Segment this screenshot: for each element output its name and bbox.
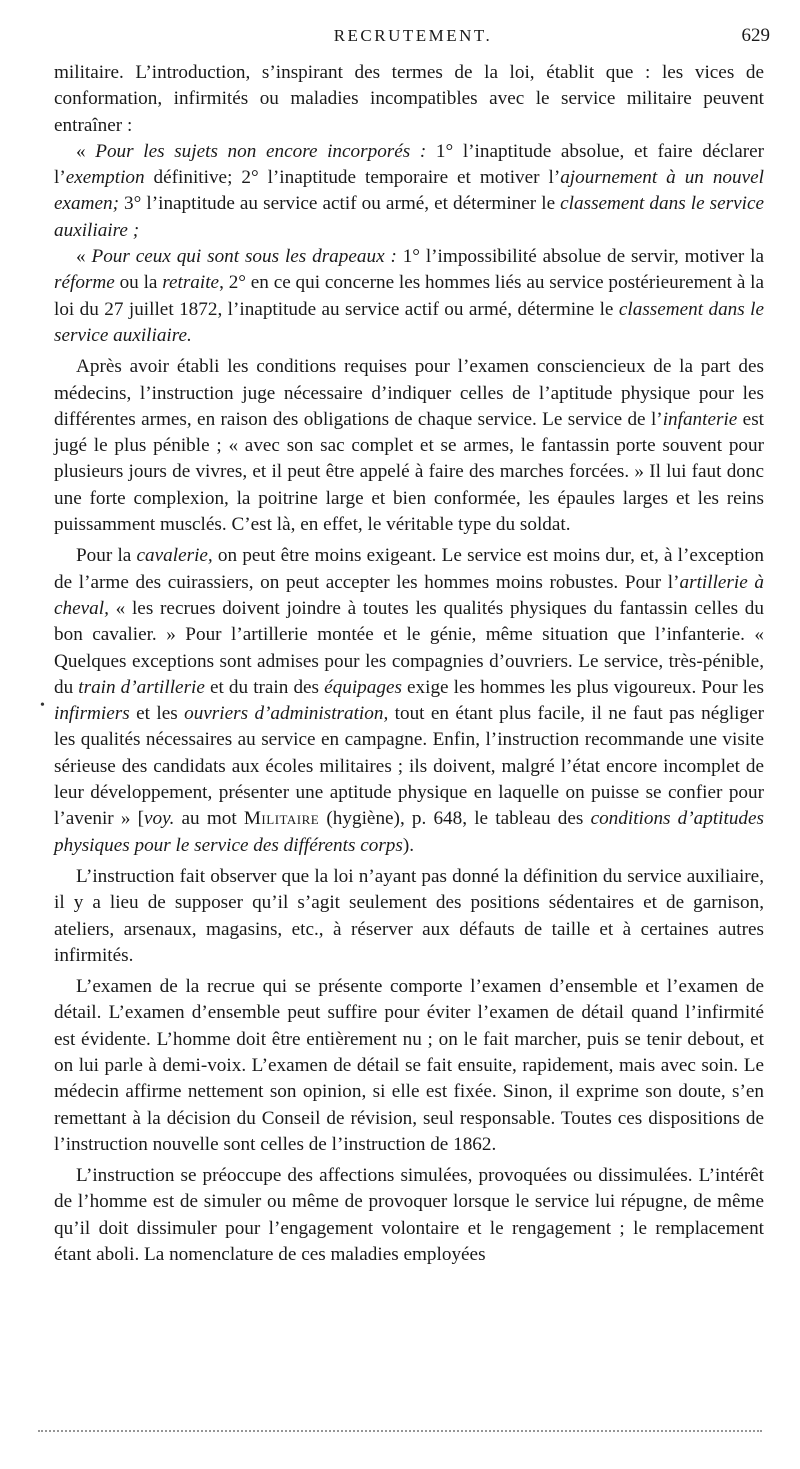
italic-run: réforme — [54, 272, 115, 294]
text-run: (hygiène), p. 648, le tableau des — [319, 808, 591, 830]
paragraph — [54, 354, 764, 538]
italic-run: Pour ceux qui sont sous les drapeaux : — [91, 246, 397, 268]
italic-run: conditions d’aptitudes physiques pour le service des différents corps — [54, 808, 765, 856]
page-number: 629 — [741, 25, 770, 46]
italic-run: retraite — [162, 272, 220, 294]
text-run: ). — [402, 834, 415, 856]
text-run: tout en étant plus facile, il ne faut pas négliger les qualités nécessaires au service en campagne. Enfin, l’instruction recommande une visite sérieuse des candidats aux écoles militaires ; ils doivent, malgré l’état encore incomplet de leur développement, présenter une aptitude physique en laquelle on puisse se confier pour l’avenir » [ — [54, 703, 764, 830]
text-run: 3° l’inaptitude au service actif ou armé, et déterminer le — [118, 193, 561, 215]
text-run: « les recrues doivent joindre à toutes les qualités physiques du fantassin celles du bon cavalier. » Pour l’artillerie montée et le génie, même situation que l’infanterie. « Quelques exceptions sont admises pour les compagnies d’ouvriers. Le service, très-pénible, du — [54, 597, 764, 698]
text-run: Pour la — [76, 545, 137, 567]
footer-rule — [38, 1430, 762, 1432]
text-run: 1° l’inaptitude absolue, et faire déclarer l’ — [54, 140, 765, 189]
italic-run: voy. — [144, 808, 175, 830]
paragraph-continued — [54, 60, 764, 139]
text-run: 1° l’impossibilité absolue de servir, motiver la — [396, 246, 764, 268]
text-run: L’instruction se préoccupe des affections simulées, provoquées ou dissimulées. L’intérêt de l’homme est de simuler ou même de provoquer lorsque le service lui répugne, de même qu’il doit dissimuler pour l’engagement volontaire et le rengagement ; le remplacement étant aboli. La nomenclature de ces maladies employées — [54, 1165, 764, 1266]
text-run: militaire. L’introduction, s’inspirant des termes de la loi, établit que : les vices de conformation, infirmités ou maladies incompatibles avec le service militaire peuvent entraîner : — [54, 62, 764, 136]
text-run: est jugé le plus pénible ; « avec son sac complet et se armes, le fantassin porte souvent pour plusieurs jours de vivres, et il peut être appelé à faire des marches forcées. » Il lui faut donc une forte complexion, la poitrine large et bien conformée, les épaules larges et les reins puissamment musclés. C’est là, en effet, le véritable type du soldat. — [54, 408, 764, 536]
italic-run: train d’artillerie — [78, 676, 205, 698]
text-run: , 2° en ce qui concerne les hommes liés au service postérieurement à la loi du 27 juillet 1872, l’inaptitude au service actif ou armé, détermine le — [54, 272, 764, 320]
text-run: « — [76, 246, 92, 268]
text-run: au mot — [174, 808, 244, 830]
text-run: « — [76, 140, 96, 162]
text-run: et du train des — [204, 676, 325, 698]
body-text — [54, 60, 764, 1268]
italic-run: infirmiers — [54, 703, 130, 725]
paragraph — [54, 974, 764, 1158]
italic-run: cavalerie, — [136, 545, 213, 567]
text-run: Après avoir établi les conditions requises pour l’examen consciencieux de la part des médecins, l’instruction juge nécessaire d’indiquer celles de l’aptitude physique pour les différentes armes, en raison des obligations de chaque service. Le service de l’ — [54, 356, 764, 430]
italic-run: Pour les sujets non encore incorporés : — [95, 140, 427, 162]
paragraph — [54, 864, 764, 969]
paragraph — [54, 139, 764, 244]
italic-run: équipages — [324, 676, 402, 698]
paragraph — [54, 244, 764, 349]
italic-run: classement dans le service auxiliaire ; — [54, 193, 764, 241]
text-run: et les — [129, 703, 185, 725]
margin-dot: • — [40, 698, 45, 713]
italic-run: ajournement à un nouvel examen; — [54, 167, 764, 215]
text-run: L’examen de la recrue qui se présente comporte l’examen d’ensemble et l’examen de détail. L’examen d’ensemble peut suffire pour éviter l’examen de détail quand l’infirmité est évidente. L’homme doit être entièrement nu ; on le fait marcher, puis se tenir debout, et on lui parle à demi-voix. L’examen de détail se fait ensuite, rapidement, mais avec soin. Le médecin affirme nettement son opinion, si elle est fixée. Sinon, il exprime son doute, s’en remettant à la décision du Conseil de révision, seul responsable. Toutes ces dispositions de l’instruction nouvelle sont celles de l’instruction de 1862. — [54, 976, 764, 1155]
italic-run: infanterie — [662, 408, 738, 430]
running-header — [56, 8, 770, 46]
text-run: on peut être moins exigeant. Le service est moins dur, et, à l’exception de l’arme des cuirassiers, on peut accepter les hommes moins robustes. Pour l’ — [54, 545, 764, 593]
italic-run: exemption — [65, 167, 145, 189]
small-caps-run: Militaire — [243, 808, 320, 830]
paragraph — [54, 1163, 764, 1268]
running-title: RECRUTEMENT. — [333, 26, 493, 45]
text-run: ou la — [114, 272, 163, 294]
italic-run: ouvriers d’administration, — [184, 703, 389, 725]
italic-run: classement dans le service auxiliaire. — [54, 298, 764, 346]
text-run: exige les hommes les plus vigoureux. Pour les — [401, 676, 764, 698]
paragraph — [54, 543, 764, 859]
text-run: L’instruction fait observer que la loi n’ayant pas donné la définition du service auxiliaire, il y a lieu de supposer qu’il s’agit seulement des positions sédentaires et de garnison, ateliers, arsenaux, magasins, etc., à réserver aux défauts de taille et à certaines autres infirmités. — [54, 865, 764, 966]
italic-run: artillerie à cheval, — [54, 571, 764, 619]
text-run: définitive; 2° l’inaptitude temporaire et motiver l’ — [144, 167, 561, 189]
